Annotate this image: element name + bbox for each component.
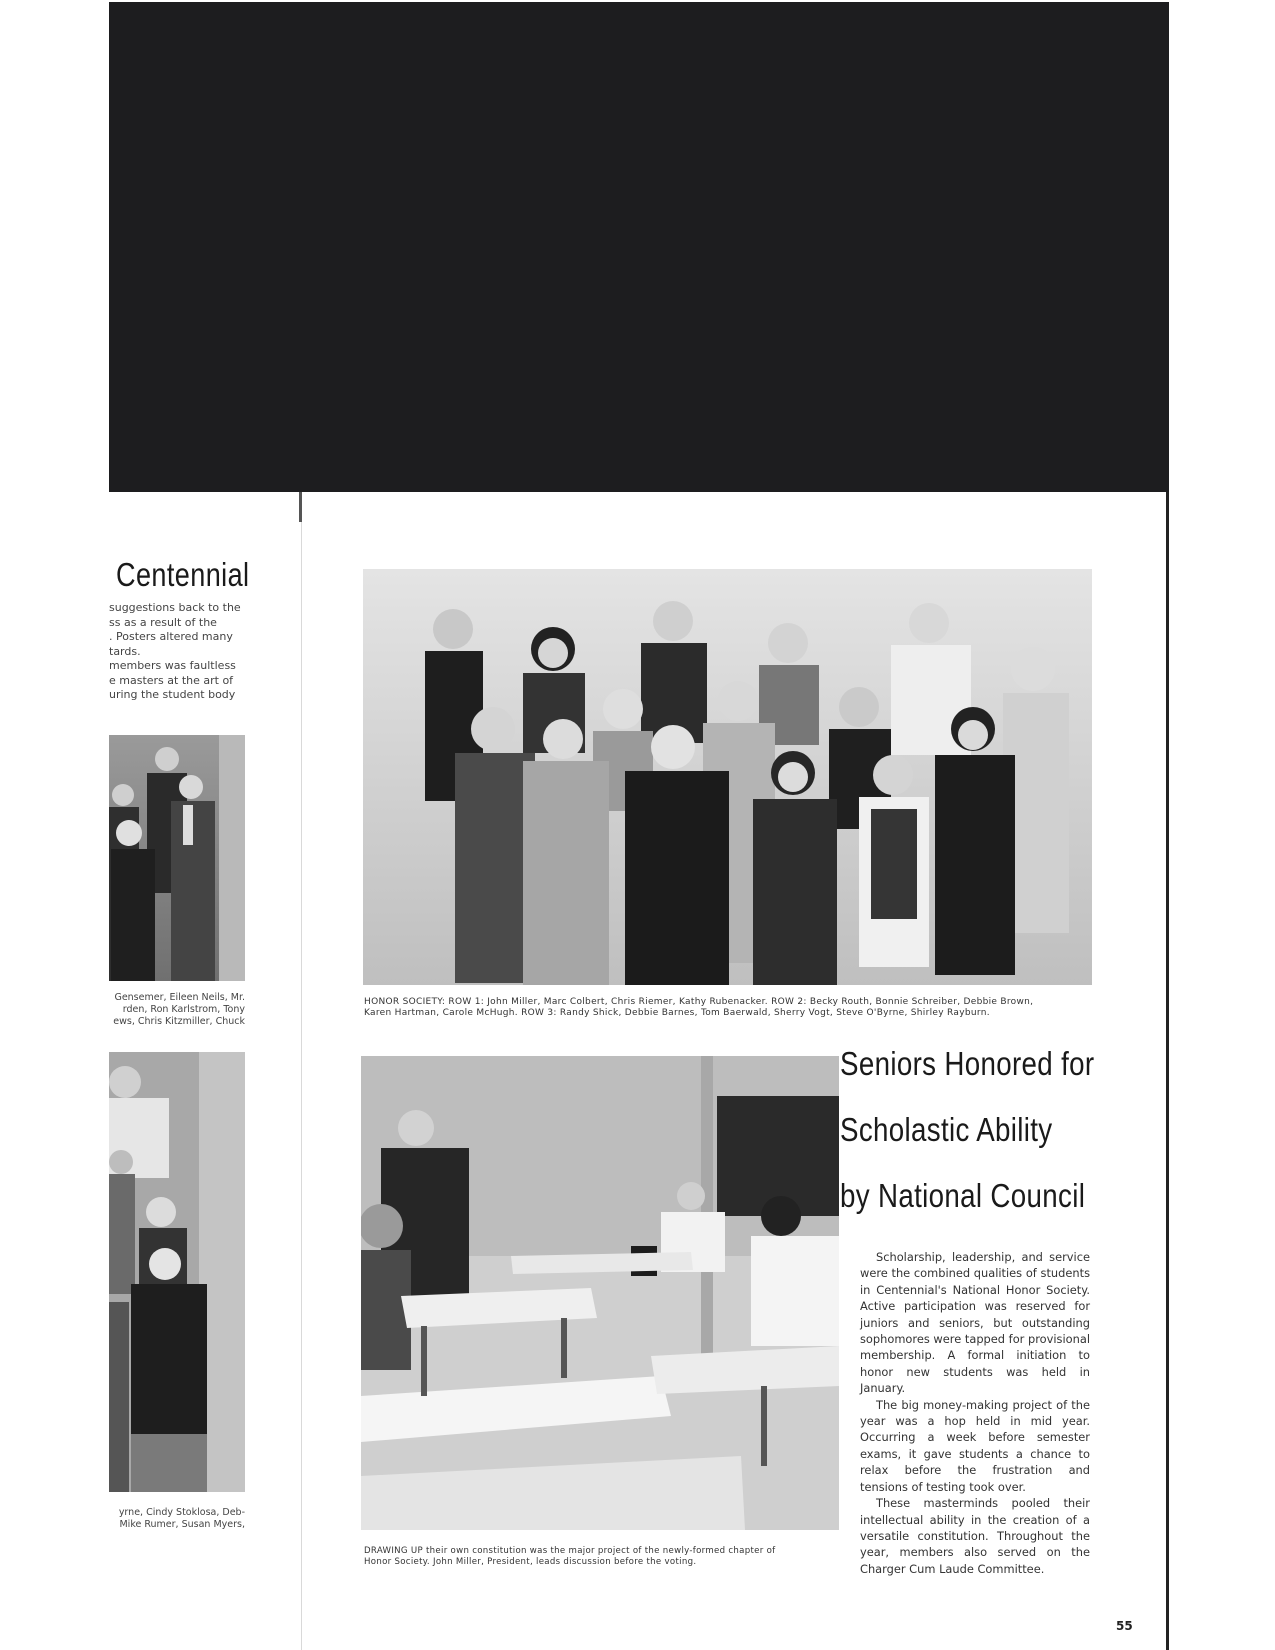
left-caption-line: Gensemer, Eileen Neils, Mr.	[114, 992, 245, 1003]
left-caption-line: ews, Chris Kitzmiller, Chuck	[113, 1016, 245, 1027]
left-group-photo-2	[109, 1052, 245, 1492]
left-text-line: suggestions back to the	[109, 601, 241, 614]
honor-caption-line: HONOR SOCIETY: ROW 1: John Miller, Marc Colbert, Chris Riemer, Kathy Rubenacker. ROW 2: Becky Routh, Bonnie Schreiber, Debbie Brown,	[364, 997, 1034, 1007]
page-edge	[1166, 492, 1169, 1650]
page-number: 55	[1116, 1619, 1133, 1633]
page-gutter	[301, 492, 302, 1650]
article-headline	[840, 1045, 1143, 1243]
headline-line: Seniors Honored for	[840, 1045, 1095, 1082]
left-photo-caption-2	[109, 1507, 245, 1531]
article-paragraph: Scholarship, leadership, and service were the combined qualities of students in Centennial's National Honor Society. Active participation was reserved for juniors and seniors, but outstanding sophomores were tapped for provisional membership. A formal initiation to honor new students was held in January.	[860, 1250, 1090, 1396]
classroom-photo	[361, 1056, 839, 1530]
classroom-caption-line: Honor Society. John Miller, President, leads discussion before the voting.	[364, 1557, 697, 1567]
headline-line: Scholastic Ability	[840, 1111, 1053, 1148]
article-body	[860, 1249, 1090, 1577]
honor-caption-line: Karen Hartman, Carole McHugh. ROW 3: Randy Shick, Debbie Barnes, Tom Baerwald, Sherry Vogt, Steve O'Byrne, Shirley Rayburn.	[364, 1008, 990, 1018]
left-text-line: uring the student body	[109, 688, 236, 701]
classroom-caption-line: DRAWING UP their own constitution was the major project of the newly-formed chapter of	[364, 1546, 776, 1556]
left-text-line: e masters at the art of	[109, 673, 234, 687]
headline-line: by National Council	[840, 1177, 1086, 1214]
left-text-line: ss as a result of the	[109, 615, 217, 629]
article-paragraph: The big money-making project of the year was a hop held in mid year. Occurring a week before semester exams, it gave students a chance to relax before the frustration and tensions of testing took over.	[860, 1397, 1090, 1494]
left-caption-line: Mike Rumer, Susan Myers,	[119, 1519, 245, 1530]
left-text-line: tards.	[109, 644, 141, 658]
left-text-line: . Posters altered many	[109, 630, 233, 643]
left-caption-line: yrne, Cindy Stoklosa, Deb-	[118, 1507, 245, 1518]
honor-society-caption	[364, 997, 1104, 1019]
gutter-mark	[299, 492, 302, 522]
scan-dark-area	[109, 2, 1169, 492]
classroom-caption	[364, 1546, 844, 1568]
left-page-text	[109, 601, 245, 703]
left-photo-caption-1	[109, 992, 245, 1028]
left-text-line: members was faultless	[109, 659, 236, 672]
left-page-title: Centennial	[116, 556, 250, 593]
article-paragraph: These masterminds pooled their intellectual ability in the creation of a versatile constitution. Throughout the year, members also served on the Charger Cum Laude Committee.	[860, 1496, 1090, 1576]
left-group-photo-1	[109, 735, 245, 981]
left-caption-line: rden, Ron Karlstrom, Tony	[122, 1004, 245, 1015]
honor-society-photo	[363, 569, 1092, 985]
